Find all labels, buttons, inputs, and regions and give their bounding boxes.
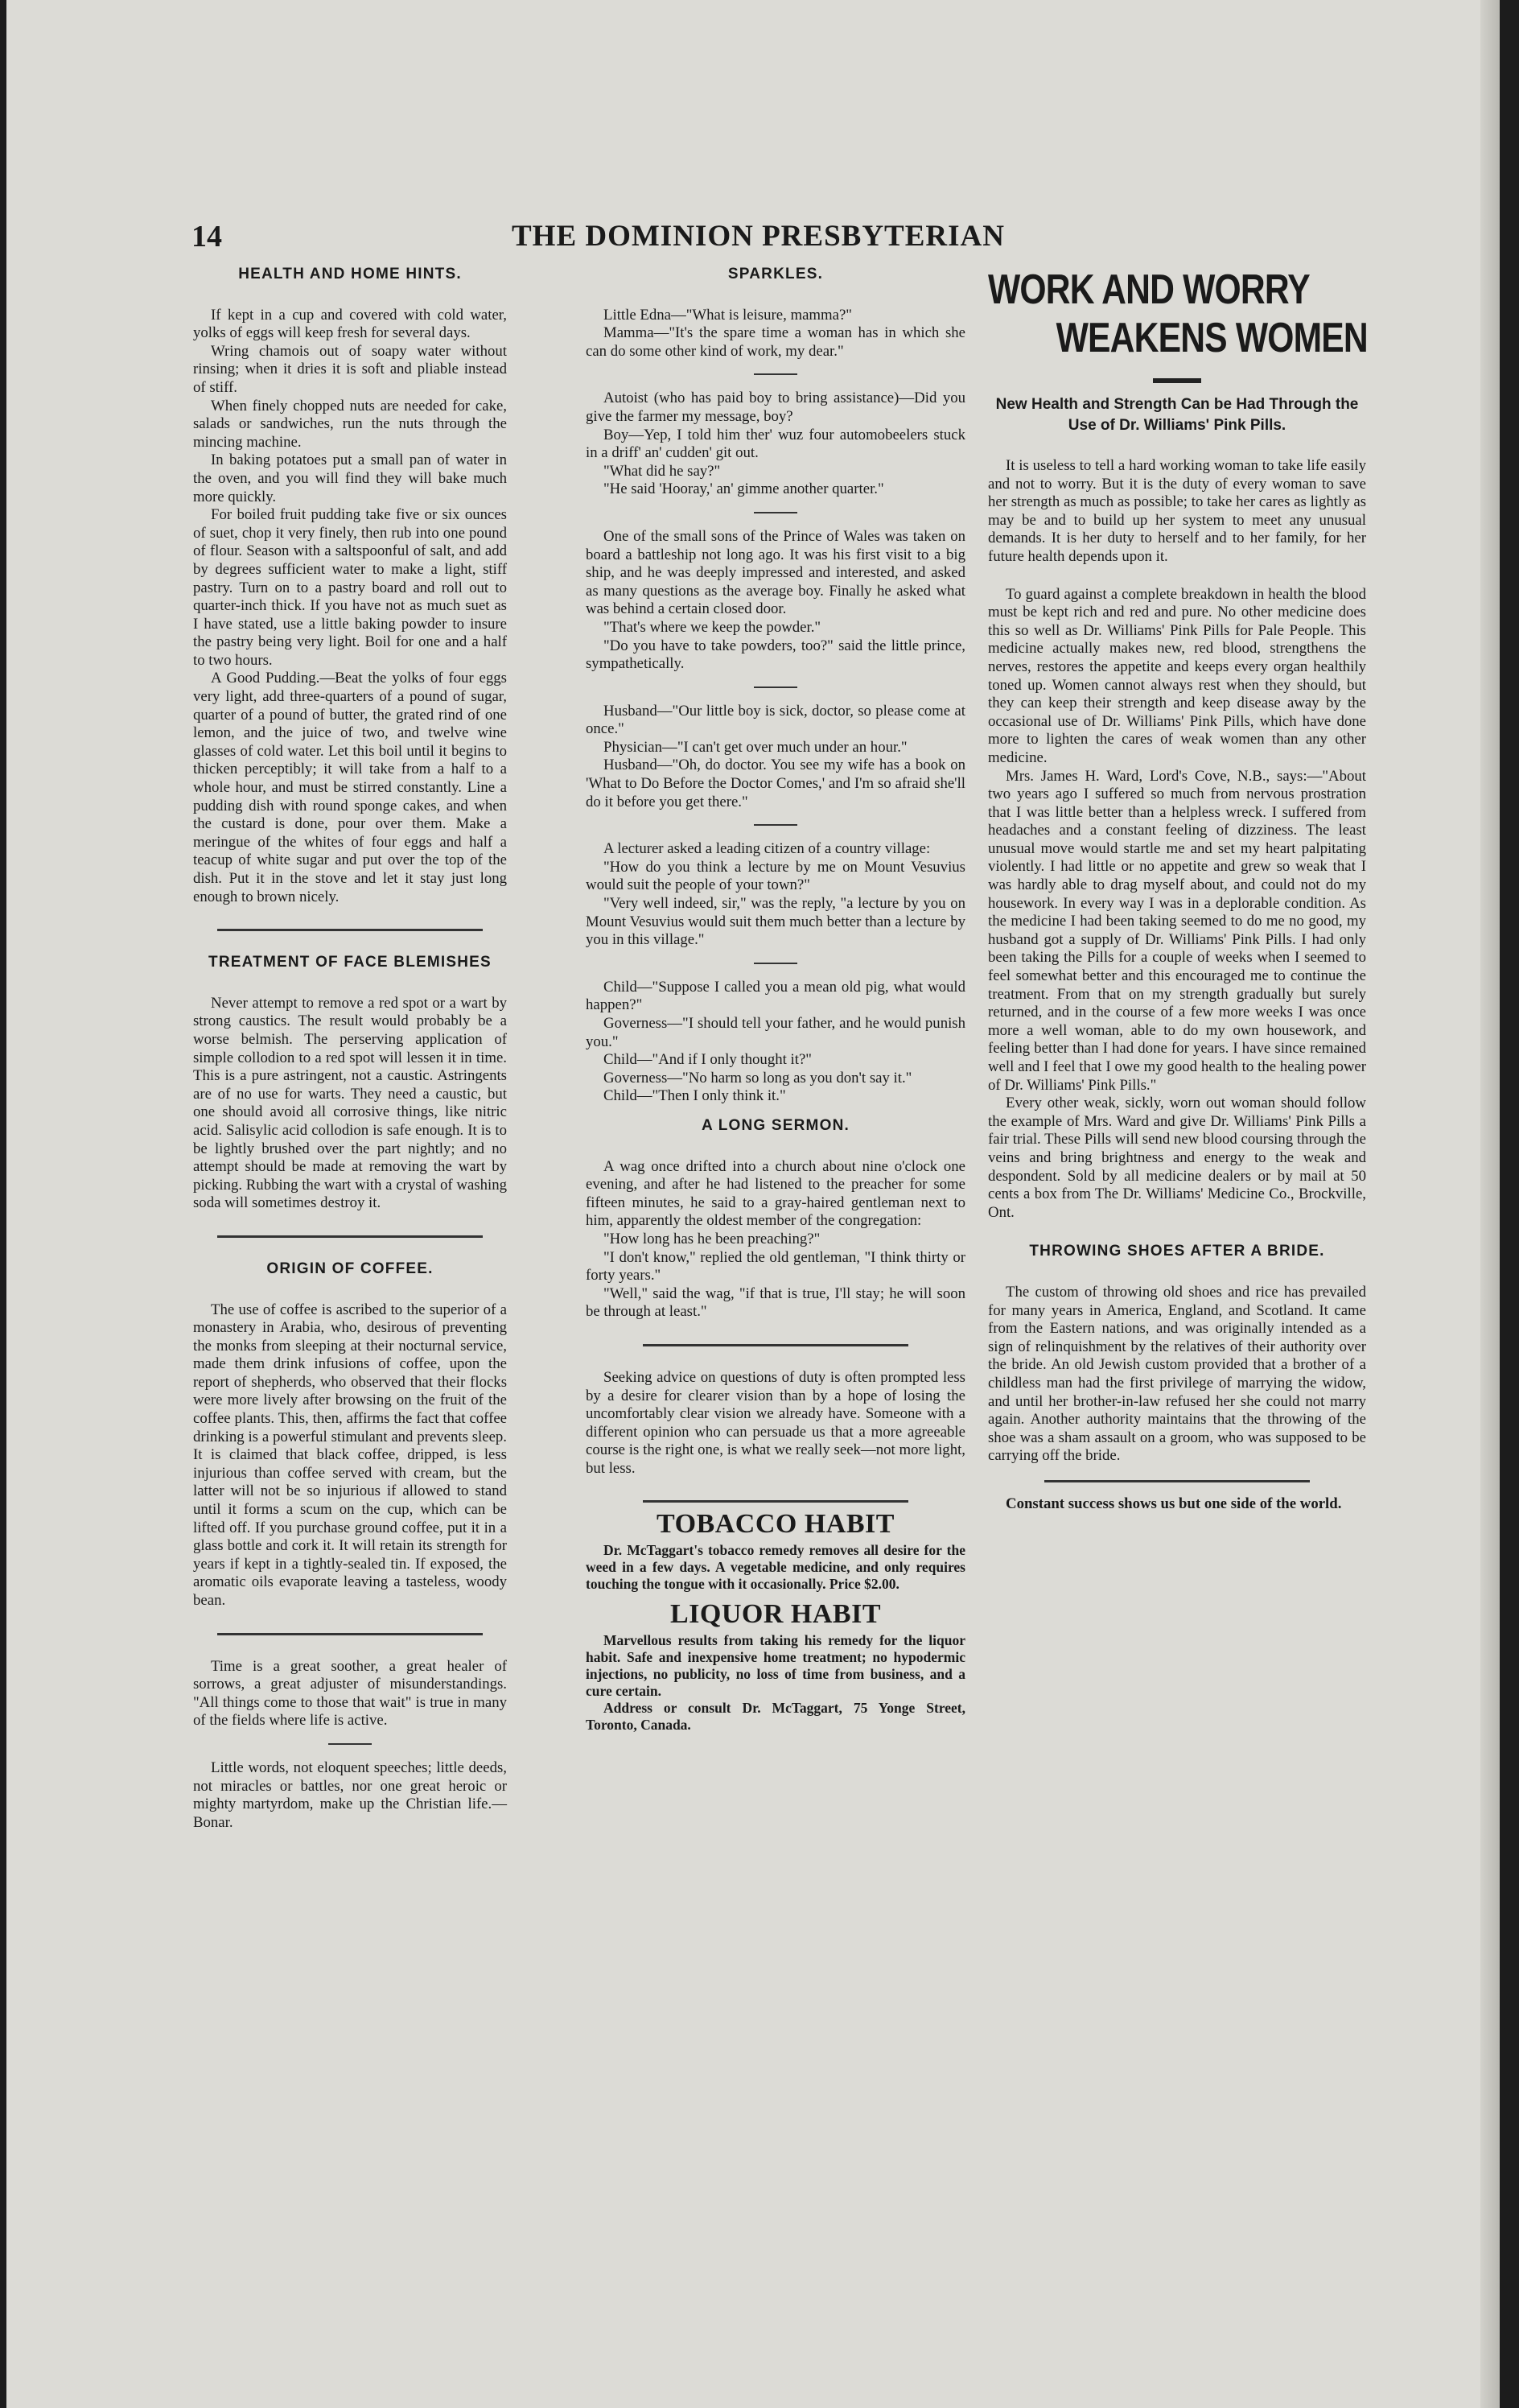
divider [217,929,483,931]
column-3 [988,266,1366,1513]
heading-long-sermon: A LONG SERMON. [702,1116,850,1134]
paragraph: Governess—"I should tell your father, and he would punish you." [586,1015,965,1050]
divider [1153,378,1201,383]
paragraph: Little Edna—"What is leisure, mamma?" [603,306,852,324]
paragraph: "That's where we keep the powder." [603,618,821,636]
heading-throwing-shoes: THROWING SHOES AFTER A BRIDE. [1029,1243,1325,1260]
divider [643,1500,908,1503]
paragraph: "Do you have to take powders, too?" said the little prince, sympathetically. [586,637,965,673]
paragraph: "How do you think a lecture by me on Mount Vesuvius would suit the people of your town?" [586,858,965,894]
paragraph: "I don't know," replied the old gentleman, "I think thirty or forty years." [586,1248,965,1284]
paragraph: Child—"And if I only thought it?" [603,1051,812,1069]
paragraph: For boiled fruit pudding take five or six ounces of suet, chop it very finely, then rub into one pound of flour. Season with a saltspoonful of salt, and add by degrees sufficient water to make a light, stiff pastry. Turn on to a pastry board and roll out to quarter-inch thick. If you have not as much suet as I have stated, use a little baking powder to insure the pastry being very light. Boil for one and a half to two hours. [193,506,507,669]
page-number: 14 [191,220,222,254]
paragraph: One of the small sons of the Prince of Wales was taken on board a battleship not long ago. It was his first visit to a big ship, and he was deeply impressed and interested, and asked as many questions as the average boy. Finally he asked what was behind a certain closed door. [586,527,965,618]
paragraph: Every other weak, sickly, worn out woman should follow the example of Mrs. Ward and give Dr. Williams' Pink Pills a fair trial. These Pills will send new blood coursing through the veins and bring brightness and energy to the weak and despondent. Sold by all medicine dealers or by mail at 50 cents a box from The Dr. Williams' Medicine Co., Brockville, Ont. [988,1095,1366,1221]
paragraph: Autoist (who has paid boy to bring assistance)—Did you give the farmer my message, boy? [586,390,965,425]
ad-headline-line-1: WORK AND WORRY [988,266,1310,313]
divider [217,1235,483,1238]
divider [643,1344,908,1346]
paragraph: "Well," said the wag, "if that is true, I'll stay; he will soon be through at least." [586,1284,965,1321]
ad-address: Address or consult Dr. McTaggart, 75 Yonge Street, Toronto, Canada. [586,1699,965,1733]
ad-liquor-text: Marvellous results from taking his remedy for the liquor habit. Safe and inexpensive home treatment; no hypodermic injections, no publicity, no loss of time from business, and a cure certain. [586,1631,965,1699]
divider [328,1743,372,1745]
heading-health-home-hints: HEALTH AND HOME HINTS. [238,266,462,282]
divider [754,687,797,688]
paragraph: "What did he say?" [603,462,721,480]
paragraph: "He said 'Hooray,' an' gimme another quarter." [603,480,884,498]
paragraph: In baking potatoes put a small pan of water in the oven, and you will find they will bake much more quickly. [193,452,507,505]
paragraph: Physician—"I can't get over much under an hour." [603,738,908,756]
paragraph: When finely chopped nuts are needed for cake, salads or sandwiches, run the nuts through the mincing machine. [193,397,507,451]
heading-sparkles: SPARKLES. [727,266,824,282]
heading-face-blemishes: TREATMENT OF FACE BLEMISHES [208,954,492,971]
paragraph: Time is a great soother, a great healer of sorrows, a great adjuster of misunderstandings. "All things come to those that wait" is true in many of the fields where life is active. [193,1657,507,1730]
divider [217,1633,483,1635]
paragraph: Husband—"Oh, do doctor. You see my wife has a book on 'What to Do Before the Doctor Comes,' and I'm so afraid she'll do it before you get there." [586,757,965,810]
paragraph: A lecturer asked a leading citizen of a country village: [603,840,931,858]
paragraph: "Very well indeed, sir," was the reply, "a lecture by you on Mount Vesuvius would suit them much better than a lecture by you in this village." [586,895,965,949]
paragraph: If kept in a cup and covered with cold water, yolks of eggs will keep fresh for several days. [193,306,507,342]
paragraph: Husband—"Our little boy is sick, doctor, so please come at once." [586,702,965,738]
paragraph: Mrs. James H. Ward, Lord's Cove, N.B., says:—"About two years ago I suffered so much from nervous prostration that I was little better than a helpless wreck. I suffered from headaches and a constant feeling of dizziness. The least unusual move would startle me and set my heart palpitating violently. I had little or no appetite and grew so weak that I was hardly able to drag myself about, and could not do my housework. In every way I was in a deplorable condition. As the medicine I had been taking seemed to do me no good, my husband got a supply of Dr. Williams' Pink Pills. I had only been taking the Pills for a couple of weeks when I seemed to feel somewhat better and this encouraged me to continue the treatment. From that on my strength gradually but surely returned, and in the course of a few more weeks I was once more a well woman, able to do my own housework, and feeling better than I had done for years. I have since remained well and I feel that I owe my good health to the healing power of Dr. Williams' Pink Pills." [988,767,1366,1094]
paragraph: Wring chamois out of soapy water without rinsing; when it dries it is soft and pliable instead of stiff. [193,342,507,396]
paragraph: The custom of throwing old shoes and rice has prevailed for many years in America, England, and Scotland. It came from the Eastern nations, and was originally intended as a sign of relinquishment by the relatives of their authority over the bride. An old Jewish custom provided that a brother of a childless man had the first privilege of marrying the widow, and until her brother-in-law refused her she could not marry again. Another authority maintains that the throwing of the shoe was a sham assault on a groom, who was supposed to be carrying off the bride. [988,1283,1366,1465]
ad-liquor-habit-title: LIQUOR HABIT [670,1599,881,1630]
paragraph: Child—"Suppose I called you a mean old pig, what would happen?" [586,978,965,1014]
paragraph: "How long has he been preaching?" [603,1230,821,1247]
closing-line: Constant success shows us but one side of the world. [1006,1495,1342,1512]
heading-origin-of-coffee: ORIGIN OF COFFEE. [266,1260,434,1277]
ad-subheading: New Health and Strength Can be Had Through the Use of Dr. Williams' Pink Pills. [995,396,1359,434]
divider [754,373,797,375]
paragraph: Never attempt to remove a red spot or a wart by strong caustics. The result would probably be a worse belmish. The perserving application of simple collodion to a red spot will lessen it in time. This is a pure astringent, not a caustic. Astringents are of no use for warts. They need a caustic, but one should avoid all corrosive things, like nitric acid. Salisylic acid collodion is safe enough. It is to be lightly brushed over the part nightly; and no attempt should be made at removing the wart by picking. Rubbing the wart with a crystal of washing soda will sometimes destroy it. [193,994,507,1212]
paragraph: A wag once drifted into a church about nine o'clock one evening, and after he had listened to the preacher for some fifteen minutes, he said to a gray-haired gentleman next to him, apparently the oldest member of the congregation: [586,1157,965,1230]
ad-headline-line-2: WEAKENS WOMEN [1056,315,1368,361]
paragraph: It is useless to tell a hard working woman to take life easily and not to worry. But it is the duty of every woman to save her strength as much as possible; to take her cares as lightly as may be and to build up her system to meet any unusual demands. It is her duty to herself and to her family, for her future health depends upon it. [988,457,1366,565]
paper-title: THE DOMINION PRESBYTERIAN [512,220,1005,253]
paragraph: Seeking advice on questions of duty is often prompted less by a desire for clearer vision than by a hope of losing the uncomfortably clear vision we already have. Someone with a different opinion who can persuade us that a more agreeable course is the right one, is what we really seek—not more light, but less. [586,1368,965,1477]
divider [754,963,797,964]
page-edge-shadow [1480,0,1500,2408]
paragraph: Child—"Then I only think it." [603,1087,786,1105]
paragraph: The use of coffee is ascribed to the superior of a monastery in Arabia, who, desirous of preventing the monks from sleeping at their nocturnal service, made them drink infusions of coffee, upon the report of shepherds, who observed that their flocks were more lively after browsing on the fruit of the coffee plants. This, then, affirms the fact that coffee drinking is a powerful stimulant and prevents sleep. It is claimed that black coffee, dripped, is less injurious than coffee served with cream, but the latter will not be so injurious if allowed to stand until it forms a scum on the cup, which can be lifted off. If you purchase ground coffee, put it in a glass bottle and cork it. It will retain its strength for years if kept in a tightly-sealed tin. If exposed, the aromatic oils evaporate leaving a tasteless, woody bean. [193,1301,507,1609]
masthead [191,216,1004,256]
paragraph: Boy—Yep, I told him ther' wuz four automobeelers stuck in a driff' an' cudden' git out. [586,426,965,462]
paragraph: Governess—"No harm so long as you don't say it." [603,1069,912,1086]
column-1 [193,266,507,1832]
divider [1044,1480,1310,1482]
paragraph: Little words, not eloquent speeches; little deeds, not miracles or battles, nor one great heroic or mighty martyrdom, make up the Christian life.—Bonar. [193,1759,507,1831]
paragraph: A Good Pudding.—Beat the yolks of four eggs very light, add three-quarters of a pound of sugar, quarter of a pound of butter, the grated rind of one lemon, and the juice of two, and twelve wine glasses of cold water. Let this boil until it begins to thicken perceptibly; it will take from a half to a whole hour, and must be stirred constantly. Line a pudding dish with round sponge cakes, and when the custard is done, pour over them. Make a meringue of the whites of four eggs and half a teacup of white sugar and put over the top of the dish. Put it in the stove and let it stay just long enough to brown nicely. [193,670,507,905]
ad-tobacco-text: Dr. McTaggart's tobacco remedy removes all desire for the weed in a few days. A vegetable medicine, and only requires touching the tongue with it occasionally. Price $2.00. [586,1542,965,1593]
newspaper-page [6,0,1500,2408]
divider [754,824,797,826]
paragraph: To guard against a complete breakdown in health the blood must be kept rich and red and pure. No other medicine does this so well as Dr. Williams' Pink Pills for Pale People. This medicine actually makes new, red blood, strengthens the nerves, restores the appetite and keeps every organ healthily toned up. Women cannot always rest when they should, but they can keep their strength and keep disease away by the occasional use of Dr. Williams' Pink Pills, which have done more to lighten the cares of weak women than any other medicine. [988,585,1366,766]
ad-tobacco-habit-title: TOBACCO HABIT [657,1509,895,1540]
paragraph: Mamma—"It's the spare time a woman has in which she can do some other kind of work, my dear." [586,324,965,360]
divider [754,512,797,513]
column-2 [586,266,965,1734]
